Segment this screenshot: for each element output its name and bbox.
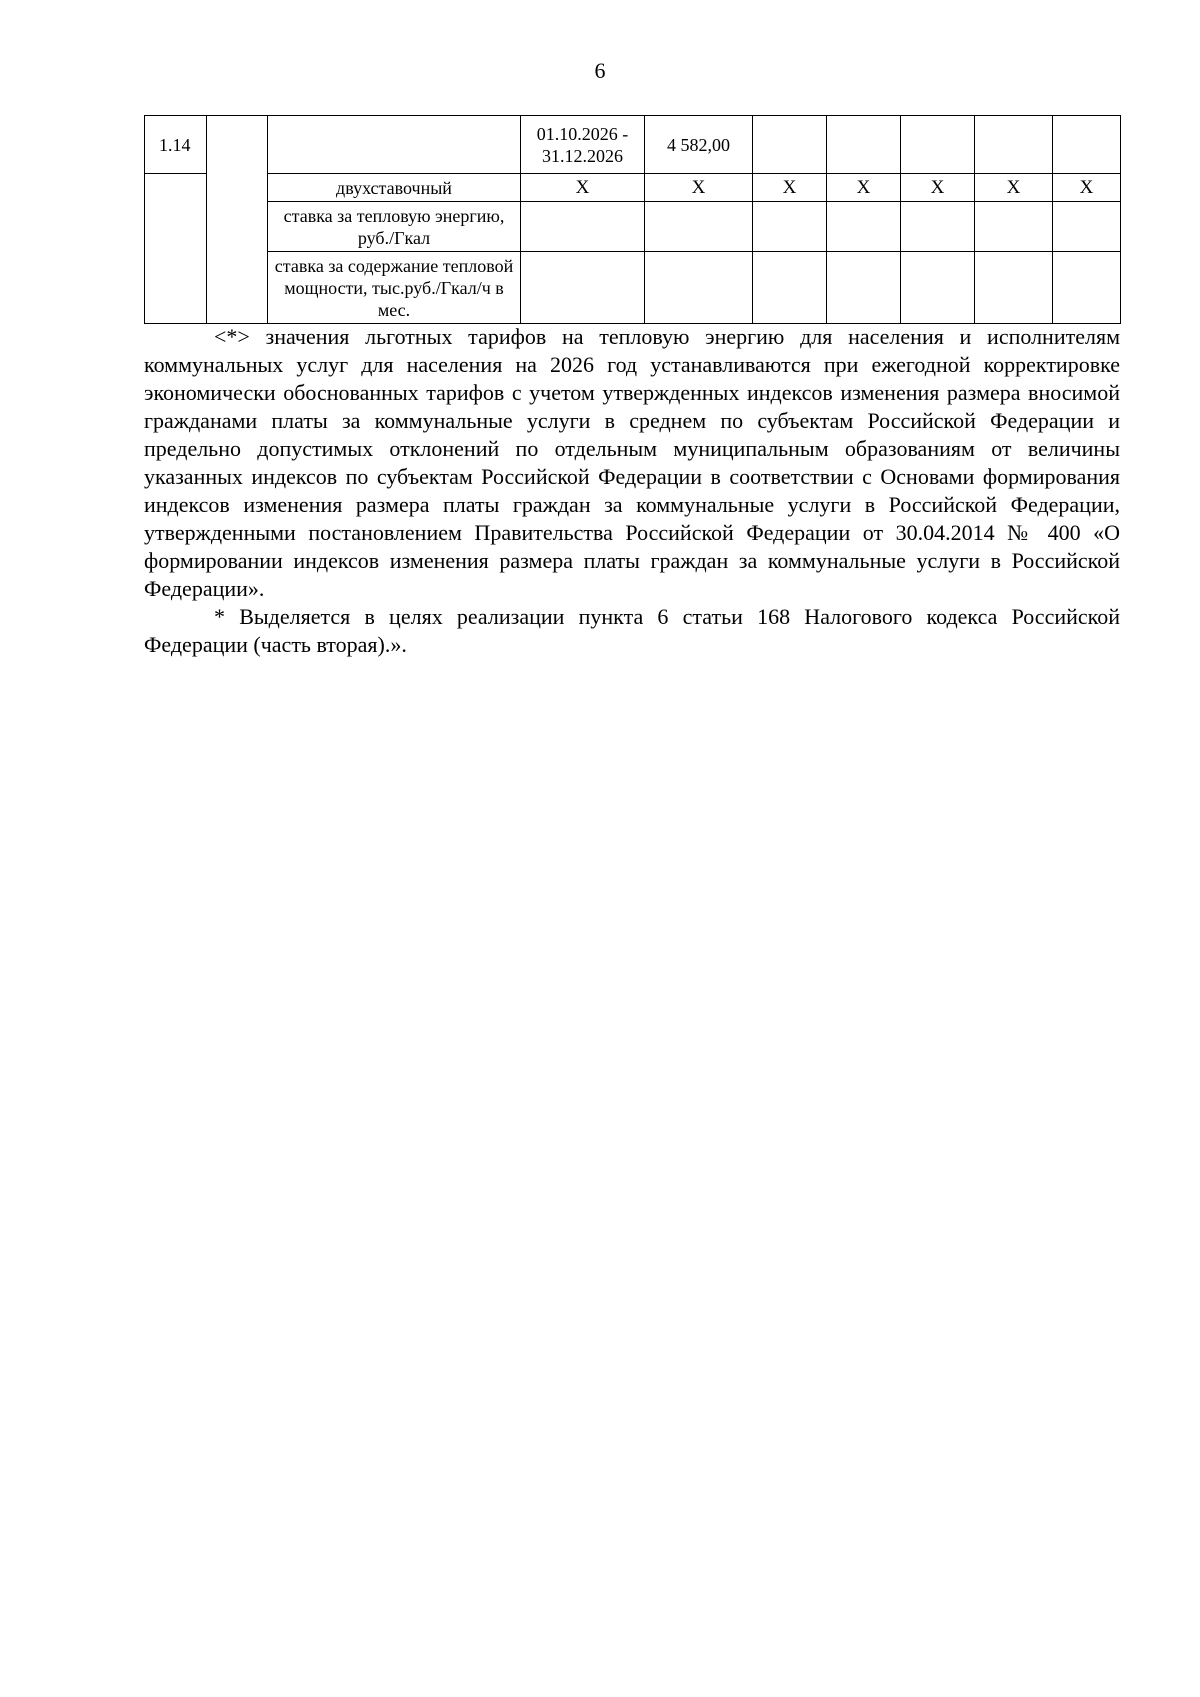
page-number: 6 xyxy=(594,58,606,83)
period-cell: 01.10.2026 - 31.12.2026 xyxy=(521,116,645,174)
empty-cell xyxy=(207,116,268,324)
x-mark-cell: X xyxy=(901,174,975,202)
empty-cell xyxy=(521,202,645,252)
x-mark-cell: X xyxy=(827,174,901,202)
two-part-label-cell: двухставочный xyxy=(268,174,521,202)
empty-cell xyxy=(268,116,521,174)
empty-cell xyxy=(827,202,901,252)
value-cell: 4 582,00 xyxy=(645,116,753,174)
table-row xyxy=(145,252,1121,324)
heat-rate-label-cell: ставка за тепловую энергию, руб./Гкал xyxy=(268,202,521,252)
x-mark-cell: X xyxy=(645,174,753,202)
x-mark-cell: X xyxy=(975,174,1053,202)
tariff-table xyxy=(144,115,1121,324)
empty-cell xyxy=(753,252,827,324)
empty-cell xyxy=(901,252,975,324)
empty-cell xyxy=(901,202,975,252)
empty-cell xyxy=(975,252,1053,324)
table-row xyxy=(145,174,1121,202)
empty-cell xyxy=(645,252,753,324)
empty-cell xyxy=(975,202,1053,252)
x-mark-cell: X xyxy=(753,174,827,202)
capacity-rate-label-cell: ставка за содержание тепловой мощности, тыс.руб./Гкал/ч в мес. xyxy=(268,252,521,324)
footnote-preferential-tariffs: <*> значения льготных тарифов на тепловую энергию для населения и исполнителям коммунальных услуг для населения на 2026 год устанавливаются при ежегодной корректировке экономически обоснованных тарифов с учетом утвержденных индексов изменения размера вносимой гражданами платы за коммунальные услуги в среднем по субъектам Российской Федерации и предельно допустимых отклонений по отдельным муниципальным образованиям от величины указанных индексов по субъектам Российской Федерации в соответствии с Основами формирования индексов изменения размера платы граждан за коммунальные услуги в Российской Федерации, утвержденными постановлением Правительства Российской Федерации от 30.04.2014 № 400 «О формировании индексов изменения размера платы граждан за коммунальные услуги в Российской Федерации». xyxy=(144,324,1120,601)
empty-cell xyxy=(1053,252,1121,324)
empty-cell xyxy=(1053,202,1121,252)
empty-cell xyxy=(975,116,1053,174)
footnote-tax-code: * Выделяется в целях реализации пункта 6 статьи 168 Налогового кодекса Российской Федерации (часть вторая).». xyxy=(144,604,1120,657)
footnotes xyxy=(144,323,1120,659)
table-row xyxy=(145,202,1121,252)
empty-cell xyxy=(1053,116,1121,174)
empty-cell xyxy=(145,174,207,324)
empty-cell xyxy=(901,116,975,174)
empty-cell xyxy=(521,252,645,324)
x-mark-cell: X xyxy=(521,174,645,202)
table-row xyxy=(145,116,1121,174)
empty-cell xyxy=(645,202,753,252)
empty-cell xyxy=(753,116,827,174)
x-mark-cell: X xyxy=(1053,174,1121,202)
empty-cell xyxy=(753,202,827,252)
row-number-cell: 1.14 xyxy=(145,116,207,174)
empty-cell xyxy=(827,252,901,324)
empty-cell xyxy=(827,116,901,174)
